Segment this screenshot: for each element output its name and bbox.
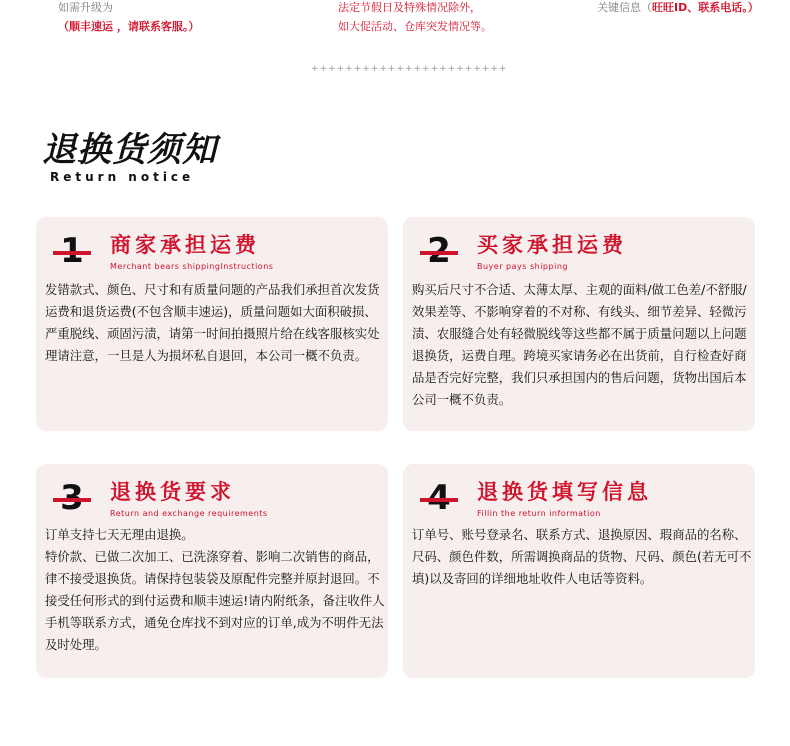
number-slash-decoration (53, 498, 91, 502)
card-title: 退换货要求 (110, 480, 235, 504)
card-return-requirements (36, 464, 388, 678)
card-number (422, 478, 456, 518)
card-body: 订单号、账号登录名、联系方式、退换原因、瑕商品的名称、尺码、颜色件数，所需调换商品的货物、尺码、颜色(若无可不填)以及寄回的详细地址收件人电话等资料。 (412, 527, 752, 586)
card-title: 买家承担运费 (477, 233, 627, 257)
top-note-col1 (58, 0, 199, 36)
card-body: 订单支持七天无理由退换。 特价款、已做二次加工、已洗涤穿着、影响二次销售的商品，律不接受退换货。请保持包装袋及原配件完整并原封退回。不接受任何形式的到付运费和顺丰速运!请内附纸条，备注收件人手机等联系方式，通免仓库找不到对应的订单,成为不明件无法及时处理。 (45, 527, 385, 652)
card-title: 商家承担运费 (110, 233, 260, 257)
page-subtitle: Return notice (50, 170, 195, 184)
card-number (55, 478, 89, 518)
card-subtitle: Fillin the return information (477, 509, 601, 518)
card-merchant-shipping (36, 217, 388, 431)
card-subtitle: Return and exchange requirements (110, 509, 268, 518)
divider-dots: +++++++++++++++++++++++ (311, 64, 508, 74)
card-number (55, 231, 89, 271)
top-note-col2-line2: 如大促活动、仓库突发情况等。 (338, 20, 492, 33)
card-number (422, 231, 456, 271)
card-subtitle: Buyer pays shipping (477, 262, 568, 271)
card-subtitle: Merchant bears shippingInstructions (110, 262, 274, 271)
top-note-col1-line2: （顺丰速运 ，请联系客服。） (58, 20, 200, 33)
card-buyer-shipping (403, 217, 755, 431)
page-title: 退换货须知 (42, 130, 217, 170)
number-slash-decoration (420, 251, 458, 255)
card-body: 购买后尺寸不合适、太薄太厚、主观的面料/做工色差/不舒服/效果差等、不影响穿着的不对称、有线头、细节差异、轻微污渍、农服缝合处有轻微脱线等这些都不属于质量问题以上问题退换货，运费自理。跨境买家请务必在出货前，自行检查好商品是否完好完整，我们只承担国内的售后问题，货物出国后本公司一概不负责。 (412, 282, 747, 407)
top-note-col2-line1: 法定节假日及特殊情况除外， (338, 1, 481, 14)
card-title: 退换货填写信息 (477, 480, 652, 504)
top-note-col1-line1: 如需升级为 (58, 1, 113, 14)
top-note-col3 (597, 0, 759, 17)
card-return-info (403, 464, 755, 678)
top-note-col3-red: 旺旺ID、联系电话。） (652, 1, 759, 14)
card-body: 发错款式、颜色、尺寸和有质量问题的产品我们承担首次发货运费和退货运费(不包含顺丰速运)，质量问题如大面积破损、严重脱线、顽固污渍，请第一时间拍摄照片给在线客服核实处理请注意，一旦是人为损坏私自退回，本公司一概不负责。 (45, 282, 380, 363)
number-slash-decoration (420, 498, 458, 502)
number-slash-decoration (53, 251, 91, 255)
top-note-col3-gray: 关键信息（ (597, 1, 652, 14)
top-note-col2 (338, 0, 492, 36)
